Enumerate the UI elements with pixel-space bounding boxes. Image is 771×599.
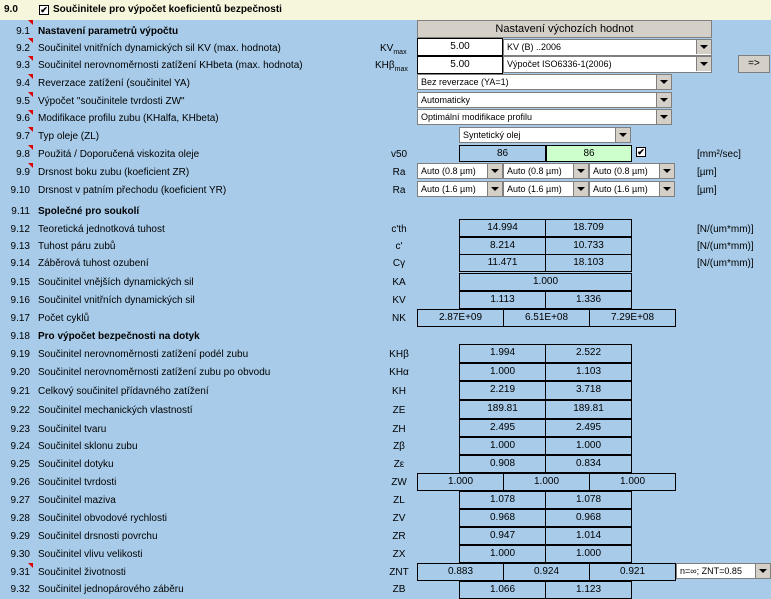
khbeta-max-label: Součinitel nerovnoměrnosti zatížení KHbeta (max. hodnota) (38, 60, 303, 71)
comment-marker (28, 110, 33, 115)
dropdown-value: Auto (1.6 µm) (507, 184, 562, 194)
value-cell-1: 1.113 (459, 291, 546, 309)
root-roughness-dropdown-2[interactable] (503, 181, 589, 197)
value-cell-2: 3.718 (545, 381, 632, 400)
dropdown-arrow-icon[interactable] (659, 164, 674, 178)
row-label: Součinitel vnějších dynamických sil (38, 277, 194, 288)
row-number: 9.26 (10, 477, 30, 488)
oil-type-dropdown[interactable] (459, 127, 631, 143)
row-symbol: c'th (391, 224, 407, 235)
row-number: 9.16 (10, 295, 30, 306)
viscosity-symbol: v50 (390, 149, 408, 160)
row-number: 9.13 (10, 241, 30, 252)
value-cell-1: 1.000 (417, 473, 504, 491)
value-cell-2: 1.014 (545, 527, 632, 545)
value-cell-1: 0.908 (459, 455, 546, 473)
row-symbol: ZX (392, 549, 406, 560)
row-number: 9.25 (10, 459, 30, 470)
reversal-dropdown[interactable] (417, 74, 672, 90)
row-symbol: c' (395, 241, 403, 252)
row-number: 9.24 (10, 441, 30, 452)
row-label: Součinitel životnosti (38, 567, 126, 578)
viscosity-label: Použitá / Doporučená viskozita oleje (38, 149, 200, 160)
value-cell-3: 1.000 (589, 473, 676, 491)
row-number: 9.1 (16, 26, 30, 37)
unit-label: [N/(um*mm)] (697, 258, 754, 269)
value-cell-2: 1.336 (545, 291, 632, 309)
dropdown-value: Automaticky (421, 95, 471, 105)
zw-calc-dropdown[interactable] (417, 92, 672, 108)
value-cell-1: 1.000 (459, 363, 546, 381)
kv-max-symbol: $KV_{max}$ (380, 43, 407, 56)
value-cell-3: 7.29E+08 (589, 309, 676, 327)
section-checkbox[interactable]: ✔ (40, 5, 48, 15)
row-number: 9.11 (11, 206, 30, 217)
row-label: Součinitel drsnosti povrchu (38, 531, 158, 542)
unit-label: [µm] (697, 167, 717, 178)
row-label: Celkový součinitel přídavného zatížení (38, 386, 209, 397)
comment-marker (28, 92, 33, 97)
row-number: 9.28 (10, 513, 30, 524)
root-roughness-label: Drsnost v patním přechodu (koeficient YR) (38, 185, 227, 196)
row-label: Součinitel jednopárového záběru (38, 584, 184, 595)
value-cell-1: 11.471 (459, 254, 546, 272)
row-number: 9.8 (16, 149, 30, 160)
comment-marker (28, 127, 33, 132)
row-symbol: Cγ (392, 258, 406, 269)
value-cell-1: 8.214 (459, 237, 546, 255)
row-number: 9.9 (16, 167, 30, 178)
comment-marker (28, 56, 33, 61)
value-cell-2: 1.000 (545, 437, 632, 455)
row-label: Součinitel tvaru (38, 424, 107, 435)
khbeta-method-dropdown[interactable] (503, 56, 712, 73)
dropdown-arrow-icon[interactable] (656, 93, 671, 107)
row-label: Součinitel sklonu zubu (38, 441, 138, 452)
arrow-button[interactable]: => (738, 55, 770, 73)
unit-label: [N/(um*mm)] (697, 224, 754, 235)
dropdown-arrow-icon[interactable] (487, 164, 502, 178)
row-number: 9.32 (10, 584, 30, 595)
khbeta-max-input[interactable]: 5.00 (417, 56, 503, 74)
dropdown-arrow-icon[interactable] (656, 110, 671, 124)
row-label: Součinitel nerovnoměrnosti zatížení zubu po obvodu (38, 367, 271, 378)
comment-marker (28, 20, 33, 25)
value-cell-2: 1.000 (503, 473, 590, 491)
value-cell-1: 0.947 (459, 527, 546, 545)
row-label: Tuhost páru zubů (38, 241, 116, 252)
row-label: Součinitel nerovnoměrnosti zatížení podél zubu (38, 349, 249, 360)
row-number: 9.30 (10, 549, 30, 560)
row-number: 9.2 (16, 43, 30, 54)
dropdown-value: Auto (1.6 µm) (593, 184, 648, 194)
row-number: 9.27 (10, 495, 30, 506)
viscosity-used: 86 (459, 145, 546, 162)
row-number: 9.22 (10, 405, 30, 416)
row-symbol: ZB (392, 584, 406, 595)
value-cell-2: 0.924 (503, 563, 590, 581)
flank-roughness-dropdown-3[interactable] (589, 163, 675, 179)
row-number: 9.6 (16, 113, 30, 124)
row-number: 9.12 (10, 224, 30, 235)
value-cell-2: 2.495 (545, 419, 632, 437)
value-cell-2: 18.709 (545, 219, 632, 237)
row-number: 9.5 (16, 96, 30, 107)
roughness-symbol: Ra (392, 185, 406, 196)
value-cell-2: 10.733 (545, 237, 632, 255)
row-symbol: ZH (392, 424, 406, 435)
khbeta-max-symbol: KHβ$_{max}$ (375, 60, 408, 73)
row-symbol: ZNT (389, 567, 409, 578)
row-label: Součinitel tvrdosti (38, 477, 117, 488)
row-symbol: KH (392, 386, 406, 397)
row-label: Záběrová tuhost ozubení (38, 258, 149, 269)
row-number: 9.15 (10, 277, 30, 288)
kv-max-label: Součinitel vnitřních dynamických sil KV (max. hodnota) (38, 43, 281, 54)
viscosity-recommended[interactable]: 86 (546, 145, 632, 162)
row-label: Součinitel maziva (38, 495, 116, 506)
root-roughness-dropdown-1[interactable] (417, 181, 503, 197)
value-cell-1: 14.994 (459, 219, 546, 237)
comment-marker (28, 145, 33, 150)
row-label: Teoretická jednotková tuhost (38, 224, 165, 235)
row-symbol: Zε (393, 459, 405, 470)
value-cell-1: 1.000 (459, 437, 546, 455)
row-number: 9.23 (10, 424, 30, 435)
dropdown-value: KV (B) ..2006 (507, 42, 562, 52)
reversal-label: Reverzace zatížení (součinitel YA) (38, 78, 190, 89)
dropdown-value: Auto (0.8 µm) (507, 166, 562, 176)
row-label: Součinitel dotyku (38, 459, 114, 470)
value-cell-1: 189.81 (459, 400, 546, 419)
section-label: Nastavení parametrů výpočtu (38, 26, 179, 37)
row-number: 9.18 (10, 331, 30, 342)
unit-label: [mm²/sec] (697, 149, 741, 160)
value-cell-2: 0.968 (545, 509, 632, 527)
zw-calc-label: Výpočet "součinitele tvrdosti ZW" (38, 96, 185, 107)
dropdown-arrow-icon[interactable] (696, 40, 711, 54)
dropdown-value: Auto (1.6 µm) (421, 184, 476, 194)
value-cell-1: 1.078 (459, 491, 546, 509)
flank-roughness-dropdown-1[interactable] (417, 163, 503, 179)
row-symbol: KV (392, 295, 406, 306)
value-cell-1: 2.87E+09 (417, 309, 504, 327)
row-symbol: ZW (391, 477, 407, 488)
row-symbol: ZV (392, 513, 406, 524)
row-number: 9.17 (10, 313, 30, 324)
value-cell-2: 1.000 (545, 545, 632, 563)
dropdown-arrow-icon[interactable] (573, 182, 588, 196)
value-cell-2: 1.103 (545, 363, 632, 381)
value-cell-1: 0.883 (417, 563, 504, 581)
value-cell-1: 1.994 (459, 344, 546, 363)
dropdown-value: Auto (0.8 µm) (593, 166, 648, 176)
row-label: Součinitel obvodové rychlosti (38, 513, 167, 524)
dropdown-value: Výpočet ISO6336-1(2006) (507, 59, 612, 69)
dropdown-value: Auto (0.8 µm) (421, 166, 476, 176)
section-number: 9.0 (4, 4, 18, 15)
dropdown-arrow-icon[interactable] (656, 75, 671, 89)
default-values-button[interactable]: Nastavení výchozích hodnot (417, 20, 712, 38)
row-number: 9.21 (10, 386, 30, 397)
profile-mod-dropdown[interactable] (417, 109, 672, 125)
row-symbol: KHα (389, 367, 409, 378)
value-cell-2: 1.123 (545, 581, 632, 599)
row-label: Součinitel vnitřních dynamických sil (38, 295, 195, 306)
value-cell-2: 1.078 (545, 491, 632, 509)
oil-type-label: Typ oleje (ZL) (38, 131, 100, 142)
row-number: 9.31 (10, 567, 30, 578)
comment-marker (28, 74, 33, 79)
row-number: 9.20 (10, 367, 30, 378)
row-number: 9.14 (10, 258, 30, 269)
value-cell-merged: 1.000 (459, 273, 632, 291)
row-symbol: KA (392, 277, 406, 288)
comment-marker (28, 163, 33, 168)
profile-mod-label: Modifikace profilu zubu (KHalfa, KHbeta) (38, 113, 219, 124)
dropdown-arrow-icon[interactable] (755, 564, 770, 578)
row-symbol: ZR (392, 531, 406, 542)
value-cell-2: 189.81 (545, 400, 632, 419)
comment-marker (28, 38, 33, 43)
dropdown-arrow-icon[interactable] (487, 182, 502, 196)
row-label: Součinitel vlivu velikosti (38, 549, 143, 560)
flank-roughness-label: Drsnost boku zubu (koeficient ZR) (38, 167, 190, 178)
row-symbol: NK (392, 313, 406, 324)
dropdown-value: Bez reverzace (YA=1) (421, 77, 509, 87)
value-cell-1: 0.968 (459, 509, 546, 527)
row-symbol: ZE (392, 405, 406, 416)
section-title: Součinitele pro výpočet koeficientů bezpečnosti (53, 4, 282, 15)
kv-max-input[interactable]: 5.00 (417, 38, 503, 56)
row-number: 9.19 (10, 349, 30, 360)
row-number: 9.10 (10, 185, 30, 196)
value-cell-1: 1.000 (459, 545, 546, 563)
dropdown-value: Syntetický olej (463, 130, 521, 140)
roughness-symbol: Ra (392, 167, 406, 178)
dropdown-value: n=∞; ZNT=0.85 (680, 566, 742, 576)
root-roughness-dropdown-3[interactable] (589, 181, 675, 197)
value-cell-2: 2.522 (545, 344, 632, 363)
row-number: 9.7 (16, 131, 30, 142)
row-number: 9.4 (16, 78, 30, 89)
flank-roughness-dropdown-2[interactable] (503, 163, 589, 179)
row-number: 9.29 (10, 531, 30, 542)
dropdown-value: Optimální modifikace profilu (421, 112, 533, 122)
row-symbol: ZL (393, 495, 405, 506)
value-cell-3: 0.921 (589, 563, 676, 581)
dropdown-arrow-icon[interactable] (615, 128, 630, 142)
value-cell-1: 2.495 (459, 419, 546, 437)
value-cell-2: 6.51E+08 (503, 309, 590, 327)
row-number: 9.3 (16, 60, 30, 71)
znt-dropdown[interactable] (676, 563, 771, 579)
viscosity-checkbox[interactable]: ✔ (637, 147, 645, 157)
dropdown-arrow-icon[interactable] (696, 57, 711, 71)
comment-marker (28, 563, 33, 568)
row-label: Počet cyklů (38, 313, 90, 324)
unit-label: [µm] (697, 185, 717, 196)
dropdown-arrow-icon[interactable] (659, 182, 674, 196)
section-label: Pro výpočet bezpečnosti na dotyk (38, 331, 200, 342)
unit-label: [N/(um*mm)] (697, 241, 754, 252)
value-cell-2: 18.103 (545, 254, 632, 272)
value-cell-1: 1.066 (459, 581, 546, 599)
kv-method-dropdown[interactable] (503, 39, 712, 56)
row-symbol: KHβ (389, 349, 409, 360)
row-symbol: Zβ (393, 441, 405, 452)
row-label: Součinitel mechanických vlastností (38, 405, 193, 416)
dropdown-arrow-icon[interactable] (573, 164, 588, 178)
value-cell-1: 2.219 (459, 381, 546, 400)
section-label: Společné pro soukolí (38, 206, 140, 217)
value-cell-2: 0.834 (545, 455, 632, 473)
